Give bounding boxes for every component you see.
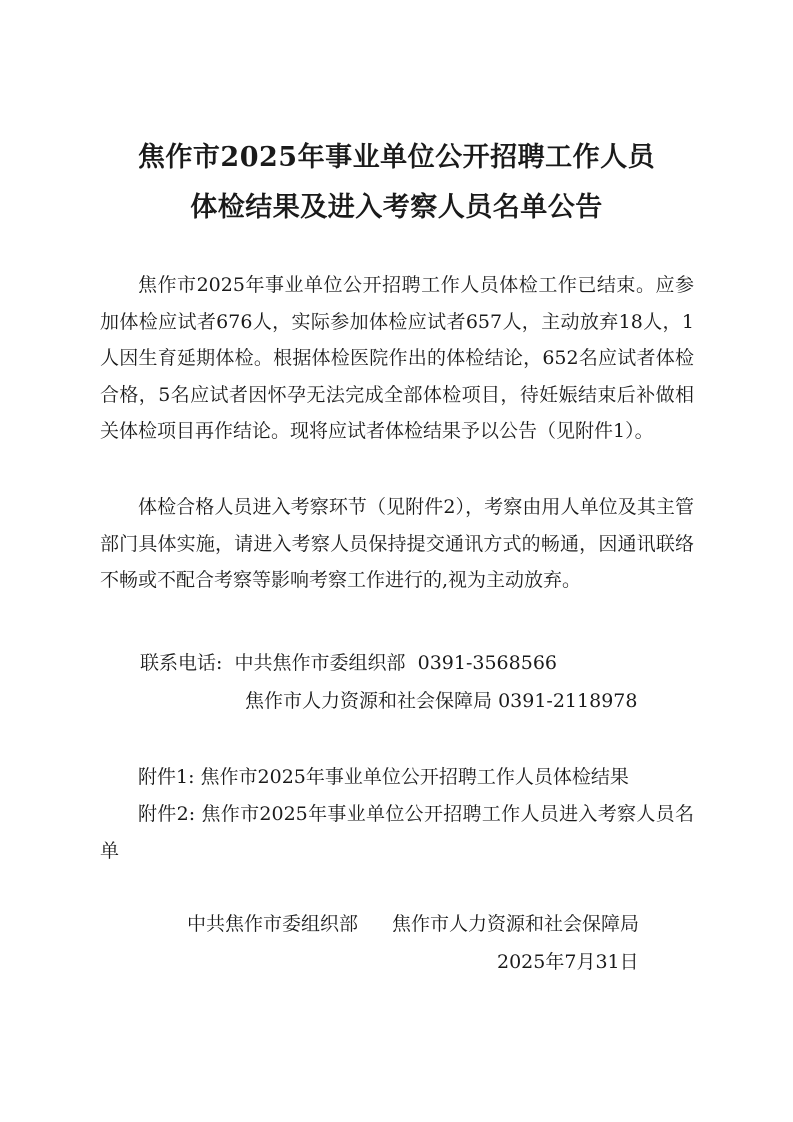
document-title-line-2: 体检结果及进入考察人员名单公告 xyxy=(190,192,603,223)
contact-label: 联系电话: xyxy=(140,652,223,674)
contact-org-2: 焦作市人力资源和社会保障局 xyxy=(245,690,493,712)
contact-phone-2: 0391-2118978 xyxy=(498,690,638,712)
signature-block xyxy=(187,906,639,942)
attachment-2: 附件2: 焦作市2025年事业单位公开招聘工作人员进入考察人员名单 xyxy=(100,803,694,862)
document-title-line-1: 焦作市2025年事业单位公开招聘工作人员 xyxy=(137,142,656,173)
paragraph-2-text: 体检合格人员进入考察环节（见附件2），考察由用人单位及其主管部门具体实施，请进入考察人员保持提交通讯方式的畅通，因通讯联络不畅或不配合考察等影响考察工作进行的,视为主动放弃。 xyxy=(100,496,694,591)
contact-line-2 xyxy=(245,683,637,719)
signature-org-1: 中共焦作市委组织部 xyxy=(187,913,359,935)
signature-org-2: 焦作市人力资源和社会保障局 xyxy=(392,913,640,935)
paragraph-1-text: 焦作市2025年事业单位公开招聘工作人员体检工作已结束。应参加体检应试者676人，实际参加体检应试者657人，主动放弃18人，1人因生育延期体检。根据体检医院作出的体检结论，652名应试者体检合格，5名应试者因怀孕无法完成全部体检项目，待妊娠结束后补做相关体检项目再作结论。现将应试者体检结果予以公告（见附件1）。 xyxy=(100,274,694,442)
contact-line-1 xyxy=(140,645,557,681)
attachment-1: 附件1: 焦作市2025年事业单位公开招聘工作人员体检结果 xyxy=(138,766,629,788)
contact-phone-1: 0391-3568566 xyxy=(417,652,558,674)
paragraph-results xyxy=(100,267,694,450)
paragraph-inspection xyxy=(100,489,694,599)
contact-org-1: 中共焦作市委组织部 xyxy=(234,652,406,674)
document-date: 2025年7月31日 xyxy=(497,951,639,973)
